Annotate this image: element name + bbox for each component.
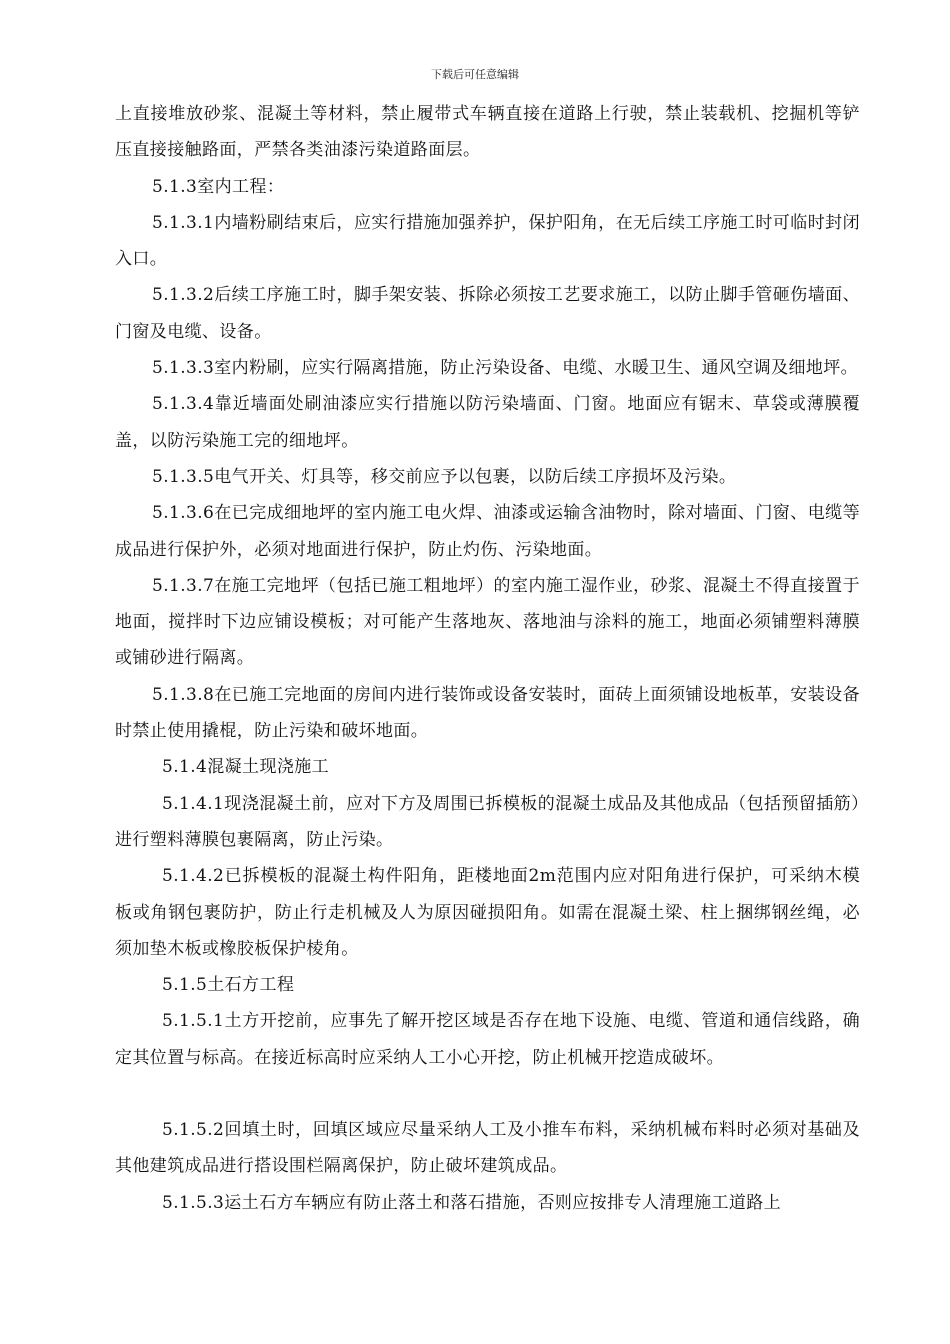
paragraph: 5.1.3.4靠近墙面处刷油漆应实行措施以防污染墙面、门窗。地面应有锯末、草袋或薄膜覆盖，以防污染施工完的细地坪。 [115,394,860,451]
paragraph: 5.1.5.2回填土时，回填区域应尽量采纳人工及小推车布料，采纳机械布料时必须对基础及其他建筑成品进行搭设围栏隔离保护，防止破坏建筑成品。 [115,1120,860,1177]
section-heading: 5.1.5土石方工程 [162,975,295,996]
paragraph: 上直接堆放砂浆、混凝土等材料，禁止履带式车辆直接在道路上行驶，禁止装载机、挖掘机等铲压直接接触路面，严禁各类油漆污染道路面层。 [115,104,860,161]
paragraph: 5.1.3.5电气开关、灯具等，移交前应予以包裹，以防后续工序损坏及污染。 [152,466,737,487]
paragraph: 5.1.3.1内墙粉刷结束后，应实行措施加强养护，保护阳角，在无后续工序施工时可临时封闭入口。 [115,212,860,270]
paragraph: 5.1.5.1土方开挖前，应事先了解开挖区域是否存在地下设施、电缆、管道和通信线路，确定其位置与标高。在接近标高时应采纳人工小心开挖，防止机械开挖造成破坏。 [115,1011,860,1068]
document-body [115,96,860,1221]
paragraph: 5.1.4.1现浇混凝土前，应对下方及周围已拆模板的混凝土成品及其他成品（包括预留插筋）进行塑料薄膜包裹隔离，防止污染。 [115,793,860,850]
blank-line [115,1076,860,1112]
paragraph: 5.1.3.6在已完成细地坪的室内施工电火焊、油漆或运输含油物时，除对墙面、门窗、电缆等成品进行保护外，必须对地面进行保护，防止灼伤、污染地面。 [115,503,860,560]
paragraph: 5.1.5.3运土石方车辆应有防止落土和落石措施，否则应按排专人清理施工道路上 [162,1192,782,1213]
paragraph: 5.1.3.7在施工完地坪（包括已施工粗地坪）的室内施工湿作业，砂浆、混凝土不得直接置于地面，搅拌时下边应铺设模板；对可能产生落地灰、落地油与涂料的施工，地面必须铺塑料薄膜或铺砂进行隔离。 [115,575,860,669]
paragraph: 5.1.3.2后续工序施工时，脚手架安装、拆除必须按工艺要求施工，以防止脚手管砸伤墙面、门窗及电缆、设备。 [115,285,860,342]
paragraph: 5.1.3.3室内粉刷，应实行隔离措施，防止污染设备、电缆、水暖卫生、通风空调及细地坪。 [152,358,859,379]
section-heading: 5.1.4混凝土现浇施工 [162,757,330,778]
section-heading: 5.1.3室内工程： [152,176,285,197]
page-header: 下载后可任意编辑 [431,68,519,81]
paragraph: 5.1.3.8在已施工完地面的房间内进行装饰或设备安装时，面砖上面须铺设地板革，安装设备时禁止使用撬棍，防止污染和破坏地面。 [115,684,860,742]
paragraph: 5.1.4.2已拆模板的混凝土构件阳角，距楼地面2m范围内应对阳角进行保护，可采纳木模板或角钢包裹防护，防止行走机械及人为原因碰损阳角。如需在混凝土梁、柱上捆绑钢丝绳，必须加垫木板或橡胶板保护棱角。 [115,866,860,959]
